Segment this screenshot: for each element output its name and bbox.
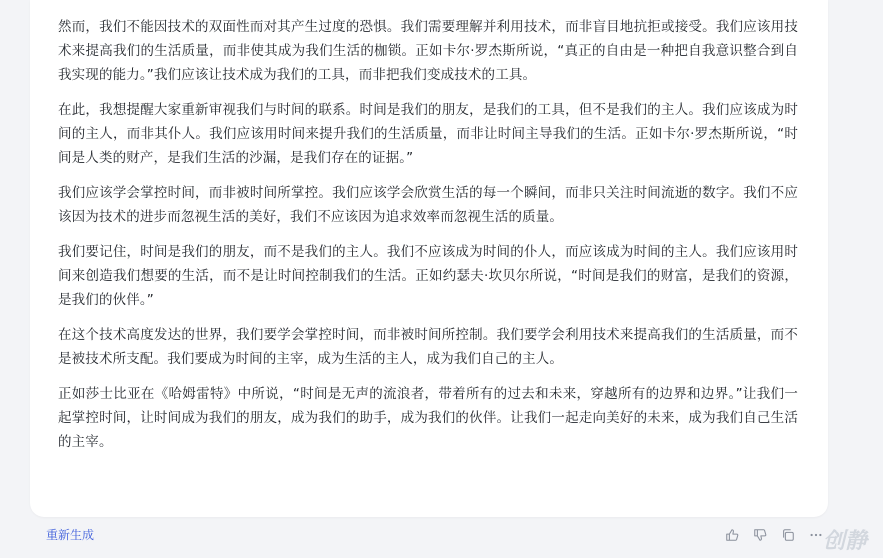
regenerate-button[interactable]: 重新生成 xyxy=(46,528,95,542)
paragraph: 我们要记住，时间是我们的朋友，而不是我们的主人。我们不应该成为时间的仆人，而应该成为时间的主人。我们应该用时间来创造我们想要的生活，而不是让时间控制我们的生活。正如约瑟夫·坎贝尔所说，“时间是我们的财富，是我们的资源，是我们的伙伴。” xyxy=(58,244,798,308)
thumbs-up-icon[interactable] xyxy=(725,528,739,542)
paragraph: 我们应该学会掌控时间，而非被时间所掌控。我们应该学会欣赏生活的每一个瞬间，而非只关注时间流逝的数字。我们不应该因为技术的进步而忽视生活的美好，我们不应该因为追求效率而忽视生活的质量。 xyxy=(58,185,798,225)
paragraph: 在这个技术高度发达的世界，我们要学会掌控时间，而非被时间所控制。我们要学会利用技术来提高我们的生活质量，而不是被技术所支配。我们要成为时间的主宰，成为生活的主人，成为我们自己的主人。 xyxy=(58,327,798,367)
brand-logo: 创静 xyxy=(822,529,867,554)
paragraph: 正如莎士比亚在《哈姆雷特》中所说，“时间是无声的流浪者，带着所有的过去和未来，穿越所有的边界和边界。”让我们一起掌控时间，让时间成为我们的朋友，成为我们的助手，成为我们的伙伴。让我们一起走向美好的未来，成为我们自己生活的主宰。 xyxy=(58,386,798,450)
paragraph: 在此，我想提醒大家重新审视我们与时间的联系。时间是我们的朋友，是我们的工具，但不是我们的主人。我们应该成为时间的主人，而非其仆人。我们应该用时间来提升我们的生活质量，而非让时间主导我们的生活。正如卡尔·罗杰斯所说，“时间是人类的财产，是我们生活的沙漏，是我们存在的证据。” xyxy=(58,102,798,166)
paragraph: 然而，我们不能因技术的双面性而对其产生过度的恐惧。我们需要理解并利用技术，而非盲目地抗拒或接受。我们应该用技术来提高我们的生活质量，而非使其成为我们生活的枷锁。正如卡尔·罗杰斯所说，“真正的自由是一种把自我意识整合到自我实现的能力。”我们应该让技术成为我们的工具，而非把我们变成技术的工具。 xyxy=(58,19,798,83)
more-icon[interactable] xyxy=(809,528,823,542)
thumbs-down-icon[interactable] xyxy=(753,528,767,542)
answer-card xyxy=(30,0,828,517)
answer-content xyxy=(58,15,798,465)
feedback-actions xyxy=(725,528,823,542)
copy-icon[interactable] xyxy=(781,528,795,542)
